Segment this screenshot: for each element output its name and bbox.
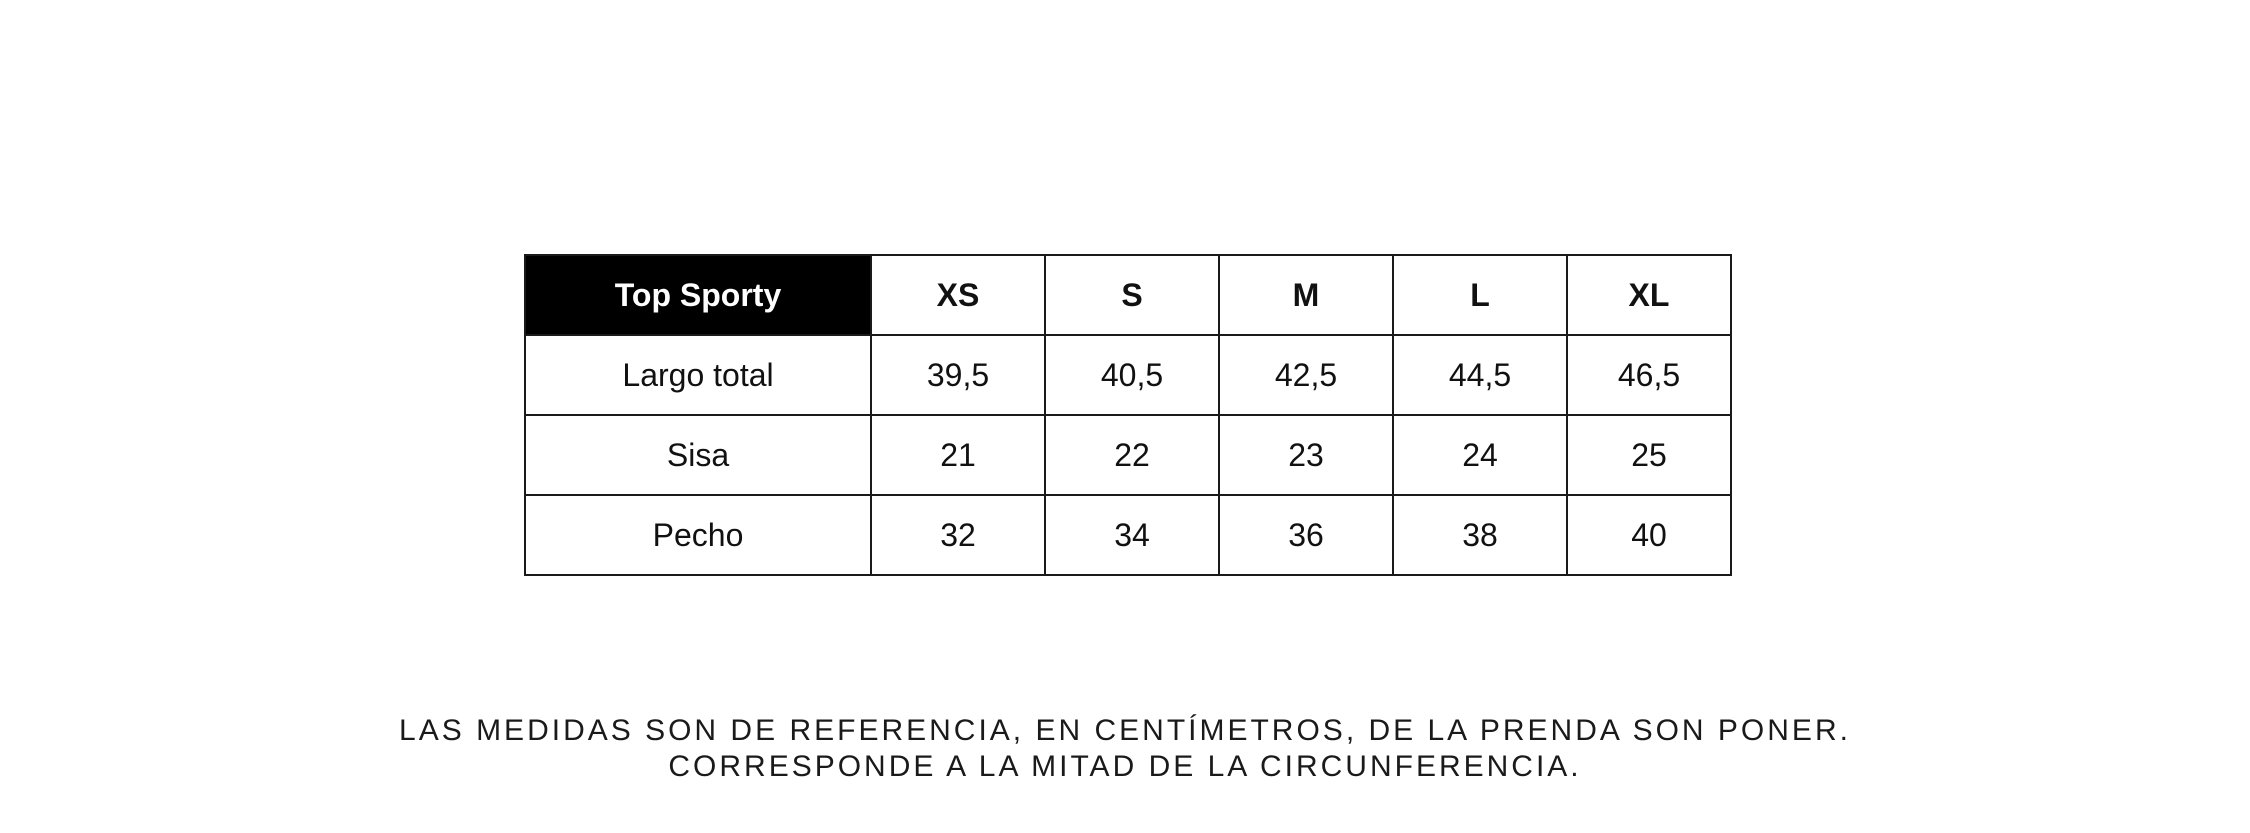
table-cell: 40,5 xyxy=(1045,335,1219,415)
row-label: Sisa xyxy=(525,415,871,495)
table-cell: 39,5 xyxy=(871,335,1045,415)
table-cell: 24 xyxy=(1393,415,1567,495)
table-cell: 22 xyxy=(1045,415,1219,495)
size-header-xl: XL xyxy=(1567,255,1731,335)
table-cell: 25 xyxy=(1567,415,1731,495)
measurement-note-line-2: CORRESPONDE A LA MITAD DE LA CIRCUNFERENCIA. xyxy=(668,750,1582,783)
size-header-xs: XS xyxy=(871,255,1045,335)
size-header-m: M xyxy=(1219,255,1393,335)
table-cell: 32 xyxy=(871,495,1045,575)
table-cell: 46,5 xyxy=(1567,335,1731,415)
table-cell: 44,5 xyxy=(1393,335,1567,415)
measurement-note-line-1: LAS MEDIDAS SON DE REFERENCIA, EN CENTÍMETROS, DE LA PRENDA SON PONER. xyxy=(399,714,1851,747)
table-cell: 42,5 xyxy=(1219,335,1393,415)
table-cell: 38 xyxy=(1393,495,1567,575)
row-label: Pecho xyxy=(525,495,871,575)
table-row-pecho xyxy=(525,495,1731,575)
table-row-sisa xyxy=(525,415,1731,495)
table-cell: 40 xyxy=(1567,495,1731,575)
size-header-l: L xyxy=(1393,255,1567,335)
table-cell: 36 xyxy=(1219,495,1393,575)
size-header-s: S xyxy=(1045,255,1219,335)
table-header-row xyxy=(525,255,1731,335)
table-row-largo-total xyxy=(525,335,1731,415)
row-label: Largo total xyxy=(525,335,871,415)
table-cell: 23 xyxy=(1219,415,1393,495)
table-cell: 34 xyxy=(1045,495,1219,575)
table-cell: 21 xyxy=(871,415,1045,495)
product-name-cell: Top Sporty xyxy=(525,255,871,335)
size-chart-table xyxy=(524,254,1732,576)
